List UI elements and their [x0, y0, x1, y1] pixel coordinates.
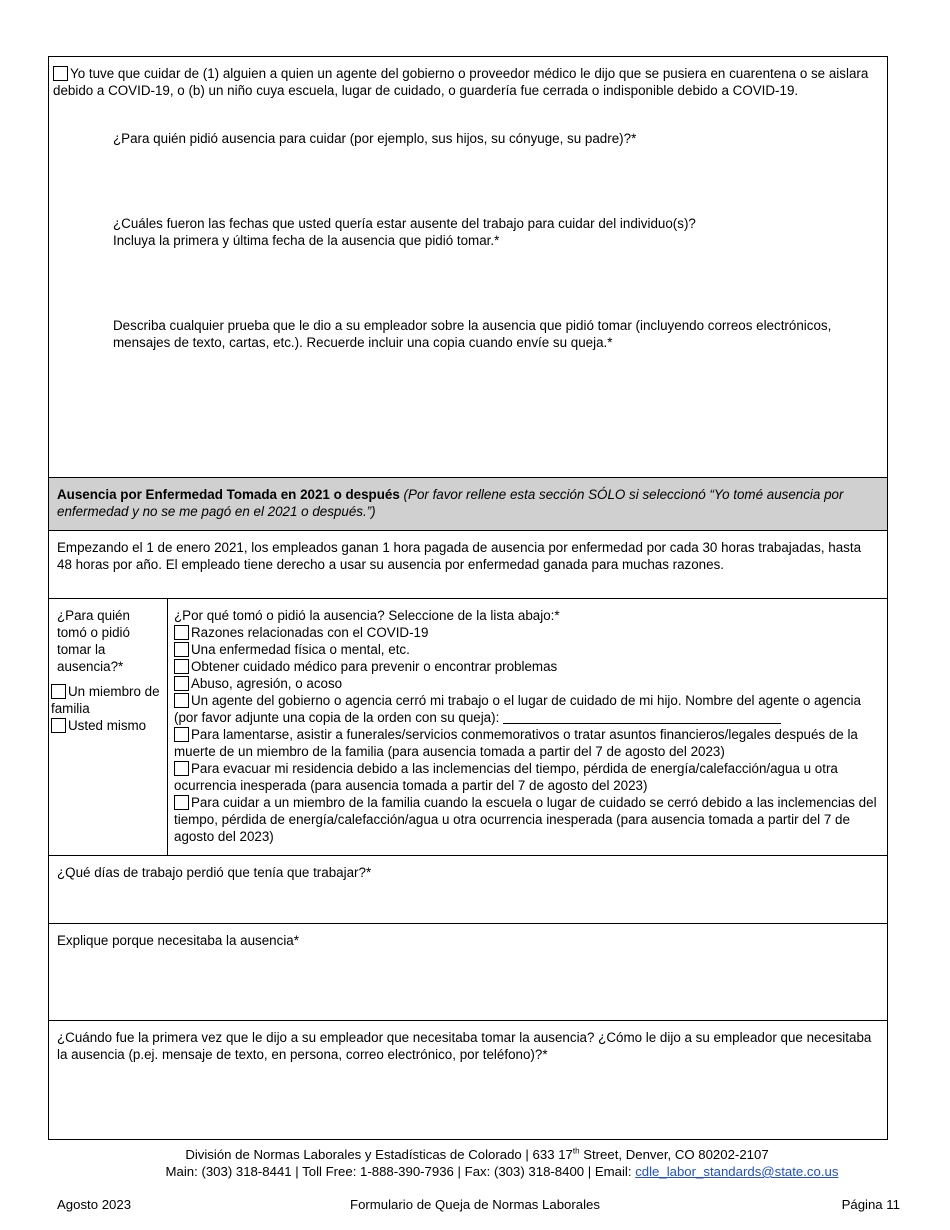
explain-question: Explique porque necesitaba la ausencia*	[57, 933, 299, 948]
reason-checkbox[interactable]	[174, 659, 189, 674]
reason-checkbox[interactable]	[174, 693, 189, 708]
why-option-evacuate: Para evacuar mi residencia debido a las inclemencias del tiempo, pérdida de energía/calefacción/agua u otra ocurrencia inesperada (para ausencia tomada a partir del 7 de agosto del 2023)	[174, 761, 838, 793]
covid-care-option	[53, 65, 881, 99]
why-question: ¿Por qué tomó o pidió la ausencia? Seleccione de la lista abajo:*	[174, 608, 560, 623]
why-column	[168, 599, 887, 855]
self-checkbox[interactable]	[51, 718, 66, 733]
question-proof: Describa cualquier prueba que le dio a su empleador sobre la ausencia que pidió tomar (incluyendo correos electrónicos, mensajes de texto, cartas, etc.). Recuerde incluir una copia cuando envíe su queja.*	[113, 318, 832, 350]
sick-leave-intro: Empezando el 1 de enero 2021, los empleados ganan 1 hora pagada de ausencia por enfermedad por cada 30 horas trabajadas, hasta 48 horas por año. El empleado tiene derecho a usar su ausencia por enfermedad ganada para muchas razones.	[49, 531, 887, 599]
reason-checkbox[interactable]	[174, 795, 189, 810]
reason-checkbox[interactable]	[174, 727, 189, 742]
section-title: Ausencia por Enfermedad Tomada en 2021 o después	[57, 487, 400, 502]
why-option-closure: Un agente del gobierno o agencia cerró mi trabajo o el lugar de cuidado de mi hijo. Nombre del agente o agencia (por favor adjunte una copia de la orden con su queja):	[174, 693, 861, 725]
question-whom: ¿Para quién pidió ausencia para cuidar (por ejemplo, sus hijos, su cónyuge, su padre)?*	[113, 131, 637, 146]
missed-days-question: ¿Qué días de trabajo perdió que tenía que trabajar?*	[57, 865, 372, 880]
who-question: ¿Para quién tomó o pidió tomar la ausencia?*	[57, 608, 130, 674]
sick-leave-section-header	[49, 478, 887, 531]
reason-checkbox[interactable]	[174, 761, 189, 776]
footer-date: Agosto 2023	[57, 1197, 132, 1212]
complaint-form-table	[48, 56, 888, 1140]
explain-row[interactable]	[49, 924, 887, 1021]
why-option-covid: Razones relacionadas con el COVID-19	[174, 624, 881, 641]
footer-page-number: Página 11	[841, 1197, 900, 1212]
covid-care-checkbox[interactable]	[53, 66, 68, 81]
footer-contact: Main: (303) 318-8441 | Toll Free: 1-888-390-7936 | Fax: (303) 318-8400 | Email: cdle_labor_standards@state.co.us	[165, 1164, 839, 1179]
reason-checkbox[interactable]	[174, 642, 189, 657]
notice-row[interactable]	[49, 1021, 887, 1140]
agency-name-field[interactable]	[503, 710, 781, 724]
who-column	[49, 599, 168, 855]
who-option-family: Un miembro de familia	[51, 684, 160, 716]
who-option-self: Usted mismo	[51, 717, 163, 734]
covid-care-row	[49, 57, 887, 478]
email-link[interactable]: cdle_labor_standards@state.co.us	[635, 1164, 839, 1179]
question-dates-line1: ¿Cuáles fueron las fechas que usted quería estar ausente del trabajo para cuidar del individuo(s)?	[113, 216, 696, 231]
missed-days-row[interactable]	[49, 856, 887, 924]
section-instruction: (Por favor rellene esta sección SÓLO si seleccionó “Yo tomé ausencia por enfermedad y no se me pagó en el 2021 o después.”)	[57, 487, 844, 519]
footer-form-title: Formulario de Queja de Normas Laborales	[350, 1197, 600, 1212]
reason-checkbox[interactable]	[174, 676, 189, 691]
notice-question: ¿Cuándo fue la primera vez que le dijo a su empleador que necesitaba tomar la ausencia? ¿Cómo le dijo a su empleador que necesitaba la ausencia (p.ej. mensaje de texto, en persona, correo electrónico, por teléfono)?*	[57, 1030, 872, 1062]
question-dates-line2: Incluya la primera y última fecha de la ausencia que pidió tomar.*	[113, 233, 500, 248]
why-option-family-care: Para cuidar a un miembro de la familia cuando la escuela o lugar de cuidado se cerró debido a las inclemencias del tiempo, pérdida de energía/calefacción/agua u otra ocurrencia inesperada (para ausencia tomada a partir del 7 de agosto del 2023)	[174, 795, 877, 844]
why-option-illness: Una enfermedad física o mental, etc.	[174, 641, 881, 658]
family-member-checkbox[interactable]	[51, 684, 66, 699]
question-dates	[113, 215, 881, 249]
who-why-row	[49, 599, 887, 856]
why-option-bereavement: Para lamentarse, asistir a funerales/servicios conmemorativos o tratar asuntos financieros/legales después de la muerte de un miembro de la familia (para ausencia tomada a partir del 7 de agosto del 2023)	[174, 727, 858, 759]
footer-address: División de Normas Laborales y Estadísticas de Colorado | 633 17th Street, Denver, CO 80202-2107	[185, 1146, 769, 1162]
covid-care-text: Yo tuve que cuidar de (1) alguien a quien un agente del gobierno o proveedor médico le dijo que se pusiera en cuarentena o se aislara debido a COVID-19, o (b) un niño cuya escuela, lugar de cuidado, o guardería fue cerrada o indisponible debido a COVID-19.	[53, 66, 869, 98]
why-option-medical-care: Obtener cuidado médico para prevenir o encontrar problemas	[174, 658, 881, 675]
reason-checkbox[interactable]	[174, 625, 189, 640]
why-option-abuse: Abuso, agresión, o acoso	[174, 675, 881, 692]
